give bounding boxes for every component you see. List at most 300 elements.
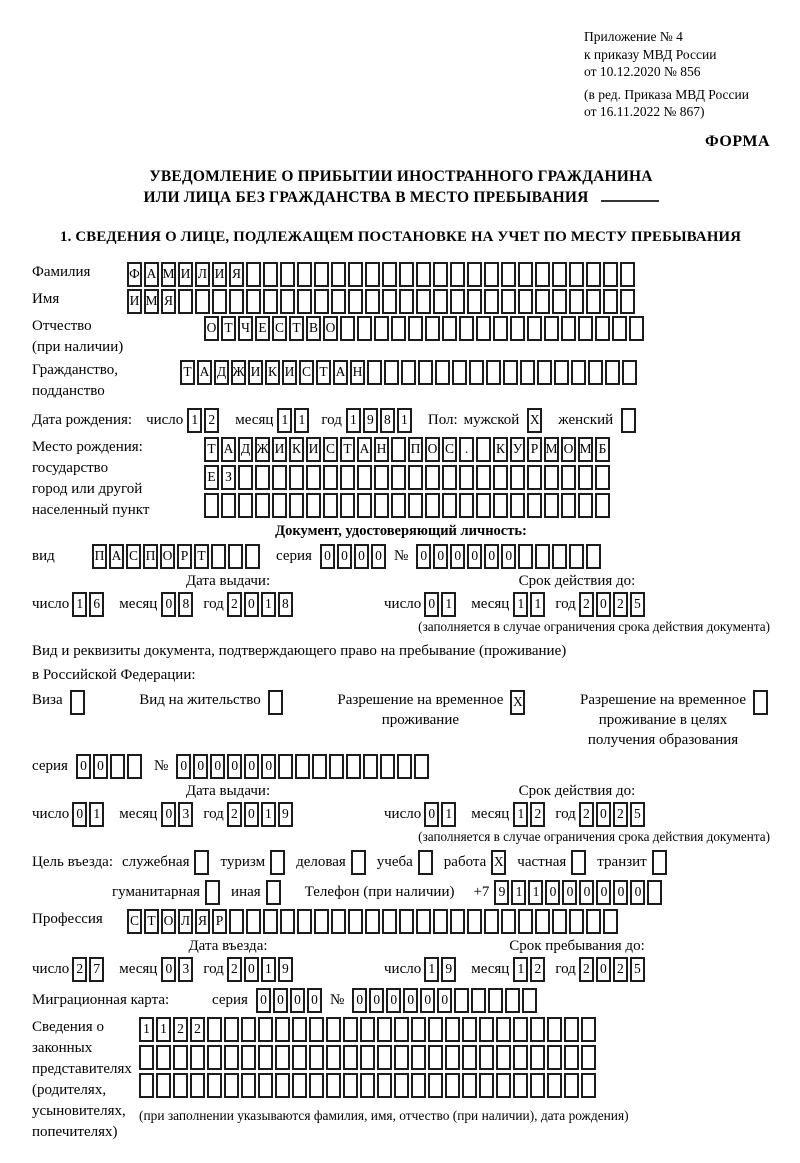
- char-box[interactable]: [581, 1073, 596, 1098]
- char-box[interactable]: 1: [72, 592, 87, 617]
- char-box[interactable]: [459, 493, 474, 518]
- char-box[interactable]: Т: [204, 437, 219, 462]
- char-box[interactable]: 2: [173, 1017, 188, 1042]
- char-box[interactable]: 9: [278, 957, 293, 982]
- char-box[interactable]: [221, 493, 236, 518]
- char-box[interactable]: .: [459, 437, 474, 462]
- char-box[interactable]: [394, 1045, 409, 1070]
- char-box[interactable]: 5: [630, 592, 645, 617]
- char-box[interactable]: Я: [161, 289, 176, 314]
- char-box[interactable]: [416, 262, 431, 287]
- char-box[interactable]: [501, 909, 516, 934]
- char-box[interactable]: И: [306, 437, 321, 462]
- char-box[interactable]: [382, 909, 397, 934]
- char-box[interactable]: [530, 1045, 545, 1070]
- stay-valid-year-input[interactable]: [579, 802, 647, 827]
- char-box[interactable]: [544, 316, 559, 341]
- char-box[interactable]: 0: [76, 754, 91, 779]
- char-box[interactable]: Е: [255, 316, 270, 341]
- char-box[interactable]: [484, 289, 499, 314]
- char-box[interactable]: 9: [278, 802, 293, 827]
- char-box[interactable]: [323, 465, 338, 490]
- char-box[interactable]: [428, 1073, 443, 1098]
- char-box[interactable]: Т: [316, 360, 331, 385]
- char-box[interactable]: И: [212, 262, 227, 287]
- char-box[interactable]: 1: [139, 1017, 154, 1042]
- char-box[interactable]: 1: [261, 802, 276, 827]
- phone-input[interactable]: [494, 880, 664, 905]
- char-box[interactable]: 0: [320, 544, 335, 569]
- char-box[interactable]: [139, 1073, 154, 1098]
- char-box[interactable]: [348, 909, 363, 934]
- char-box[interactable]: 0: [424, 802, 439, 827]
- representatives-row2[interactable]: [139, 1045, 629, 1070]
- char-box[interactable]: 0: [545, 880, 560, 905]
- patronymic-input[interactable]: [204, 316, 646, 341]
- char-box[interactable]: 2: [530, 957, 545, 982]
- char-box[interactable]: [399, 909, 414, 934]
- char-box[interactable]: 0: [307, 988, 322, 1013]
- char-box[interactable]: [382, 289, 397, 314]
- stay-valid-month-input[interactable]: [513, 802, 547, 827]
- char-box[interactable]: Ж: [231, 360, 246, 385]
- char-box[interactable]: 0: [244, 957, 259, 982]
- char-box[interactable]: [510, 316, 525, 341]
- char-box[interactable]: [211, 544, 226, 569]
- char-box[interactable]: [280, 909, 295, 934]
- char-box[interactable]: [503, 360, 518, 385]
- char-box[interactable]: [411, 1017, 426, 1042]
- char-box[interactable]: 0: [450, 544, 465, 569]
- char-box[interactable]: [445, 1045, 460, 1070]
- char-box[interactable]: [588, 360, 603, 385]
- char-box[interactable]: 0: [227, 754, 242, 779]
- char-box[interactable]: З: [221, 465, 236, 490]
- char-box[interactable]: [622, 360, 637, 385]
- char-box[interactable]: [564, 1017, 579, 1042]
- char-box[interactable]: [496, 1073, 511, 1098]
- char-box[interactable]: [331, 909, 346, 934]
- birth-month-input[interactable]: [277, 408, 311, 433]
- char-box[interactable]: С: [442, 437, 457, 462]
- char-box[interactable]: 1: [89, 802, 104, 827]
- char-box[interactable]: [425, 316, 440, 341]
- char-box[interactable]: Л: [178, 909, 193, 934]
- char-box[interactable]: [450, 289, 465, 314]
- stay-valid-day-input[interactable]: [424, 802, 458, 827]
- char-box[interactable]: 1: [441, 802, 456, 827]
- char-box[interactable]: [357, 493, 372, 518]
- char-box[interactable]: [442, 316, 457, 341]
- char-box[interactable]: [467, 262, 482, 287]
- char-box[interactable]: [258, 1045, 273, 1070]
- purpose-transit-checkbox[interactable]: [652, 850, 667, 875]
- char-box[interactable]: [382, 262, 397, 287]
- char-box[interactable]: [229, 289, 244, 314]
- char-box[interactable]: А: [333, 360, 348, 385]
- char-box[interactable]: И: [178, 262, 193, 287]
- char-box[interactable]: [479, 1073, 494, 1098]
- char-box[interactable]: [343, 1073, 358, 1098]
- char-box[interactable]: [535, 262, 550, 287]
- char-box[interactable]: Я: [195, 909, 210, 934]
- entry-month-input[interactable]: [161, 957, 195, 982]
- purpose-official-checkbox[interactable]: [194, 850, 209, 875]
- char-box[interactable]: [280, 289, 295, 314]
- birth-day-input[interactable]: [187, 408, 221, 433]
- char-box[interactable]: [416, 289, 431, 314]
- char-box[interactable]: 3: [178, 802, 193, 827]
- char-box[interactable]: 5: [630, 802, 645, 827]
- char-box[interactable]: [258, 1073, 273, 1098]
- char-box[interactable]: [518, 262, 533, 287]
- char-box[interactable]: 0: [630, 880, 645, 905]
- char-box[interactable]: [346, 754, 361, 779]
- char-box[interactable]: [309, 1073, 324, 1098]
- char-box[interactable]: 0: [369, 988, 384, 1013]
- char-box[interactable]: 1: [294, 408, 309, 433]
- char-box[interactable]: [331, 262, 346, 287]
- char-box[interactable]: [241, 1045, 256, 1070]
- stay-number-input[interactable]: [176, 754, 431, 779]
- char-box[interactable]: [241, 1017, 256, 1042]
- char-box[interactable]: [569, 289, 584, 314]
- char-box[interactable]: 0: [403, 988, 418, 1013]
- purpose-tourism-checkbox[interactable]: [270, 850, 285, 875]
- char-box[interactable]: [374, 465, 389, 490]
- char-box[interactable]: [501, 262, 516, 287]
- char-box[interactable]: [326, 1045, 341, 1070]
- char-box[interactable]: 2: [579, 592, 594, 617]
- char-box[interactable]: 0: [244, 754, 259, 779]
- char-box[interactable]: [360, 1017, 375, 1042]
- char-box[interactable]: Р: [527, 437, 542, 462]
- char-box[interactable]: [391, 465, 406, 490]
- doc-kind-input[interactable]: [92, 544, 262, 569]
- char-box[interactable]: [547, 1045, 562, 1070]
- char-box[interactable]: О: [425, 437, 440, 462]
- representatives-row1[interactable]: [139, 1017, 629, 1042]
- visa-checkbox[interactable]: [70, 690, 85, 715]
- char-box[interactable]: [581, 1017, 596, 1042]
- char-box[interactable]: [314, 289, 329, 314]
- char-box[interactable]: [544, 493, 559, 518]
- female-checkbox[interactable]: [621, 408, 636, 433]
- char-box[interactable]: А: [109, 544, 124, 569]
- char-box[interactable]: [207, 1073, 222, 1098]
- char-box[interactable]: 0: [93, 754, 108, 779]
- char-box[interactable]: Т: [144, 909, 159, 934]
- char-box[interactable]: [522, 988, 537, 1013]
- char-box[interactable]: [391, 316, 406, 341]
- birth-place-row1[interactable]: [204, 437, 612, 462]
- char-box[interactable]: 8: [380, 408, 395, 433]
- char-box[interactable]: С: [127, 909, 142, 934]
- char-box[interactable]: У: [510, 437, 525, 462]
- char-box[interactable]: А: [221, 437, 236, 462]
- char-box[interactable]: [246, 909, 261, 934]
- char-box[interactable]: [357, 316, 372, 341]
- char-box[interactable]: [360, 1073, 375, 1098]
- purpose-other-checkbox[interactable]: [266, 880, 281, 905]
- char-box[interactable]: [360, 1045, 375, 1070]
- char-box[interactable]: [384, 360, 399, 385]
- char-box[interactable]: [450, 262, 465, 287]
- char-box[interactable]: 2: [530, 802, 545, 827]
- purpose-humanitarian-checkbox[interactable]: [205, 880, 220, 905]
- citizenship-input[interactable]: [180, 360, 639, 385]
- char-box[interactable]: [547, 1073, 562, 1098]
- char-box[interactable]: [418, 360, 433, 385]
- char-box[interactable]: [173, 1073, 188, 1098]
- char-box[interactable]: 1: [511, 880, 526, 905]
- char-box[interactable]: 2: [613, 802, 628, 827]
- char-box[interactable]: [411, 1073, 426, 1098]
- char-box[interactable]: [552, 544, 567, 569]
- char-box[interactable]: 0: [467, 544, 482, 569]
- purpose-business-checkbox[interactable]: [351, 850, 366, 875]
- char-box[interactable]: 0: [613, 880, 628, 905]
- char-box[interactable]: 0: [433, 544, 448, 569]
- char-box[interactable]: Я: [229, 262, 244, 287]
- char-box[interactable]: [110, 754, 125, 779]
- char-box[interactable]: [501, 289, 516, 314]
- char-box[interactable]: [476, 437, 491, 462]
- char-box[interactable]: 2: [579, 802, 594, 827]
- char-box[interactable]: [394, 1073, 409, 1098]
- char-box[interactable]: [314, 909, 329, 934]
- char-box[interactable]: 0: [176, 754, 191, 779]
- char-box[interactable]: [329, 754, 344, 779]
- char-box[interactable]: С: [323, 437, 338, 462]
- char-box[interactable]: [331, 289, 346, 314]
- char-box[interactable]: [561, 316, 576, 341]
- char-box[interactable]: 0: [596, 880, 611, 905]
- char-box[interactable]: [326, 1073, 341, 1098]
- stay-issue-year-input[interactable]: [227, 802, 295, 827]
- birth-place-row2[interactable]: [204, 465, 612, 490]
- char-box[interactable]: [428, 1017, 443, 1042]
- char-box[interactable]: [496, 1045, 511, 1070]
- char-box[interactable]: 0: [579, 880, 594, 905]
- char-box[interactable]: [241, 1073, 256, 1098]
- char-box[interactable]: [340, 493, 355, 518]
- char-box[interactable]: 2: [579, 957, 594, 982]
- char-box[interactable]: [595, 493, 610, 518]
- char-box[interactable]: Т: [340, 437, 355, 462]
- char-box[interactable]: 9: [441, 957, 456, 982]
- char-box[interactable]: К: [289, 437, 304, 462]
- char-box[interactable]: [391, 437, 406, 462]
- char-box[interactable]: [367, 360, 382, 385]
- char-box[interactable]: [312, 754, 327, 779]
- char-box[interactable]: [416, 909, 431, 934]
- edu-residence-checkbox[interactable]: [753, 690, 768, 715]
- char-box[interactable]: Д: [238, 437, 253, 462]
- char-box[interactable]: [433, 289, 448, 314]
- stay-until-day-input[interactable]: [424, 957, 458, 982]
- migration-series-input[interactable]: [256, 988, 324, 1013]
- char-box[interactable]: [204, 493, 219, 518]
- char-box[interactable]: 1: [397, 408, 412, 433]
- char-box[interactable]: [323, 493, 338, 518]
- char-box[interactable]: [394, 1017, 409, 1042]
- char-box[interactable]: [258, 1017, 273, 1042]
- char-box[interactable]: [365, 289, 380, 314]
- char-box[interactable]: 0: [290, 988, 305, 1013]
- char-box[interactable]: [513, 1017, 528, 1042]
- char-box[interactable]: Т: [180, 360, 195, 385]
- char-box[interactable]: [578, 493, 593, 518]
- char-box[interactable]: Ж: [255, 437, 270, 462]
- char-box[interactable]: 0: [244, 592, 259, 617]
- char-box[interactable]: 0: [72, 802, 87, 827]
- char-box[interactable]: [306, 465, 321, 490]
- char-box[interactable]: [348, 262, 363, 287]
- char-box[interactable]: 0: [501, 544, 516, 569]
- char-box[interactable]: [462, 1073, 477, 1098]
- char-box[interactable]: 1: [513, 592, 528, 617]
- char-box[interactable]: 0: [386, 988, 401, 1013]
- char-box[interactable]: [246, 289, 261, 314]
- char-box[interactable]: 1: [424, 957, 439, 982]
- char-box[interactable]: [527, 465, 542, 490]
- char-box[interactable]: [554, 360, 569, 385]
- char-box[interactable]: 5: [630, 957, 645, 982]
- char-box[interactable]: И: [127, 289, 142, 314]
- char-box[interactable]: [207, 1045, 222, 1070]
- char-box[interactable]: [518, 289, 533, 314]
- char-box[interactable]: 1: [530, 592, 545, 617]
- identity-valid-year-input[interactable]: [579, 592, 647, 617]
- char-box[interactable]: 0: [352, 988, 367, 1013]
- char-box[interactable]: О: [204, 316, 219, 341]
- char-box[interactable]: [476, 316, 491, 341]
- char-box[interactable]: [224, 1045, 239, 1070]
- char-box[interactable]: Р: [177, 544, 192, 569]
- char-box[interactable]: [459, 465, 474, 490]
- char-box[interactable]: 0: [420, 988, 435, 1013]
- char-box[interactable]: 0: [484, 544, 499, 569]
- char-box[interactable]: [435, 360, 450, 385]
- char-box[interactable]: [586, 262, 601, 287]
- char-box[interactable]: [348, 289, 363, 314]
- stay-issue-month-input[interactable]: [161, 802, 195, 827]
- char-box[interactable]: [445, 1017, 460, 1042]
- char-box[interactable]: [578, 465, 593, 490]
- char-box[interactable]: [462, 1045, 477, 1070]
- char-box[interactable]: [603, 909, 618, 934]
- char-box[interactable]: [309, 1017, 324, 1042]
- char-box[interactable]: [581, 1045, 596, 1070]
- char-box[interactable]: Ч: [238, 316, 253, 341]
- char-box[interactable]: Т: [194, 544, 209, 569]
- char-box[interactable]: [537, 360, 552, 385]
- char-box[interactable]: [295, 754, 310, 779]
- char-box[interactable]: 1: [261, 592, 276, 617]
- char-box[interactable]: [578, 316, 593, 341]
- char-box[interactable]: 2: [227, 957, 242, 982]
- char-box[interactable]: [518, 544, 533, 569]
- char-box[interactable]: [212, 289, 227, 314]
- char-box[interactable]: [552, 289, 567, 314]
- char-box[interactable]: И: [248, 360, 263, 385]
- char-box[interactable]: [518, 909, 533, 934]
- firstname-input[interactable]: [127, 289, 637, 314]
- char-box[interactable]: 2: [72, 957, 87, 982]
- char-box[interactable]: [399, 289, 414, 314]
- char-box[interactable]: [547, 1017, 562, 1042]
- char-box[interactable]: [445, 1073, 460, 1098]
- char-box[interactable]: 0: [596, 957, 611, 982]
- char-box[interactable]: [357, 465, 372, 490]
- char-box[interactable]: [275, 1073, 290, 1098]
- char-box[interactable]: [428, 1045, 443, 1070]
- char-box[interactable]: 0: [354, 544, 369, 569]
- char-box[interactable]: [263, 262, 278, 287]
- char-box[interactable]: [647, 880, 662, 905]
- char-box[interactable]: [275, 1017, 290, 1042]
- char-box[interactable]: 1: [156, 1017, 171, 1042]
- char-box[interactable]: 2: [204, 408, 219, 433]
- char-box[interactable]: [275, 1045, 290, 1070]
- char-box[interactable]: [289, 493, 304, 518]
- char-box[interactable]: 0: [244, 802, 259, 827]
- char-box[interactable]: [530, 1073, 545, 1098]
- entry-year-input[interactable]: [227, 957, 295, 982]
- identity-valid-month-input[interactable]: [513, 592, 547, 617]
- char-box[interactable]: 2: [227, 802, 242, 827]
- char-box[interactable]: 0: [261, 754, 276, 779]
- char-box[interactable]: 2: [227, 592, 242, 617]
- char-box[interactable]: С: [272, 316, 287, 341]
- char-box[interactable]: Б: [595, 437, 610, 462]
- char-box[interactable]: 0: [337, 544, 352, 569]
- char-box[interactable]: [340, 316, 355, 341]
- char-box[interactable]: [450, 909, 465, 934]
- char-box[interactable]: С: [299, 360, 314, 385]
- char-box[interactable]: [399, 262, 414, 287]
- char-box[interactable]: [459, 316, 474, 341]
- char-box[interactable]: [306, 493, 321, 518]
- char-box[interactable]: [527, 316, 542, 341]
- char-box[interactable]: [292, 1017, 307, 1042]
- char-box[interactable]: 0: [273, 988, 288, 1013]
- char-box[interactable]: [469, 360, 484, 385]
- char-box[interactable]: [224, 1073, 239, 1098]
- char-box[interactable]: [586, 544, 601, 569]
- char-box[interactable]: [278, 754, 293, 779]
- char-box[interactable]: [411, 1045, 426, 1070]
- char-box[interactable]: [569, 909, 584, 934]
- char-box[interactable]: [561, 493, 576, 518]
- char-box[interactable]: [178, 289, 193, 314]
- char-box[interactable]: Д: [214, 360, 229, 385]
- char-box[interactable]: И: [272, 437, 287, 462]
- char-box[interactable]: Н: [350, 360, 365, 385]
- char-box[interactable]: [586, 289, 601, 314]
- char-box[interactable]: [479, 1017, 494, 1042]
- char-box[interactable]: [561, 465, 576, 490]
- identity-issue-month-input[interactable]: [161, 592, 195, 617]
- char-box[interactable]: [425, 465, 440, 490]
- char-box[interactable]: [314, 262, 329, 287]
- char-box[interactable]: 3: [178, 957, 193, 982]
- char-box[interactable]: К: [265, 360, 280, 385]
- char-box[interactable]: [297, 289, 312, 314]
- char-box[interactable]: 0: [193, 754, 208, 779]
- char-box[interactable]: Р: [212, 909, 227, 934]
